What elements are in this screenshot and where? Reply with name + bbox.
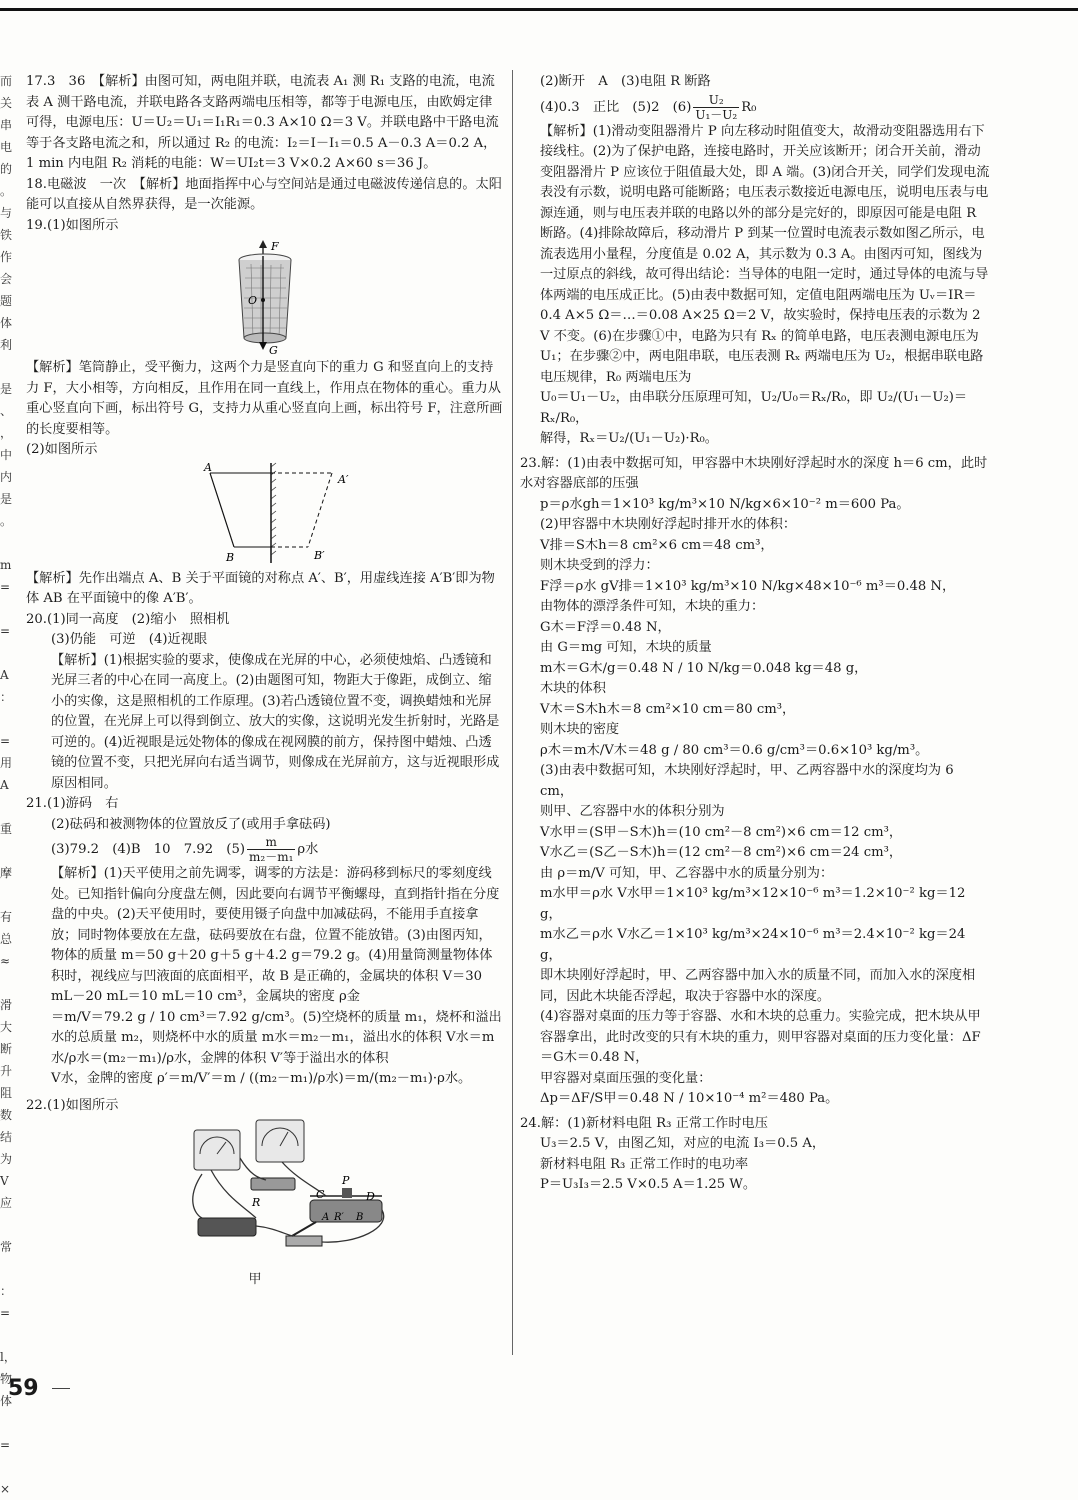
bleed-char: 串 xyxy=(0,118,13,132)
bleed-char: 总 xyxy=(0,932,13,946)
rx-fraction xyxy=(693,93,739,122)
answer-23-21: 即木块刚好浮起时，甲、乙两容器中加入水的质量不同，而加入水的深度相同，因此木块能否浮起，取决于容器中水的深度。 xyxy=(540,968,976,1004)
bleed-char: = xyxy=(0,580,11,594)
bleed-char: 为 xyxy=(0,1152,13,1166)
bleed-char xyxy=(0,972,14,994)
answer-21-analysis-2: ＝m/V＝79.2 g / 10 cm³＝7.92 g/cm³。(5)空烧杯的质量 m₁，烧杯和溢出水的总质量 m₂，则烧杯中水的质量 m水＝m₂－m₁，溢出水的体积 V水＝m水/ρ水＝(m₂－m₁)/ρ水，金牌的体积 V′等于溢出水的体积 xyxy=(51,1009,502,1066)
force-f-label: F xyxy=(271,240,279,253)
answer-23-10: 木块的体积 xyxy=(540,681,606,696)
left-column xyxy=(26,72,504,1291)
bleed-char: ， xyxy=(0,426,13,440)
terminal-d-label: D xyxy=(366,1190,375,1203)
point-a-label: A xyxy=(204,460,212,474)
answer-23-17: V水乙＝(S乙－S木)h＝(12 cm²－8 cm²)×6 cm＝24 cm³， xyxy=(540,845,903,860)
point-b-label: B xyxy=(226,550,235,564)
bleed-char: A xyxy=(0,668,9,682)
bleed-char: l， xyxy=(0,1350,16,1364)
bleed-char: 利 xyxy=(0,338,13,352)
bleed-char xyxy=(0,1456,14,1478)
bleed-char: 阻 xyxy=(0,1086,13,1100)
answer-19-analysis-2: 【解析】先作出端点 A、B 关于平面镜的对称点 A′、B′，用虚线连接 A′B′即为物体 AB 在平面镜中的像 A′B′。 xyxy=(26,570,495,606)
bleed-char xyxy=(0,884,14,906)
fraction-tail: ρ水 xyxy=(297,842,319,857)
fraction-denominator: U₁－U₂ xyxy=(695,107,738,122)
bleed-char: 电 xyxy=(0,140,13,154)
fraction-numerator: m xyxy=(247,835,295,850)
bleed-char: 物 xyxy=(0,1372,13,1386)
bleed-char: 大 xyxy=(0,1020,13,1034)
terminal-a-label: A xyxy=(322,1212,330,1223)
answer-23-9: m木＝G木/g＝0.48 N / 10 N/kg＝0.048 kg＝48 g， xyxy=(540,660,868,676)
bleed-char: × xyxy=(0,1482,11,1496)
bleed-char: V xyxy=(0,1174,9,1188)
answer-24-1: U₃＝2.5 V，由图乙知，对应的电流 I₃＝0.5 A， xyxy=(540,1136,826,1151)
bleed-char xyxy=(0,1324,14,1346)
answer-23-11: V木＝S木h木＝8 cm²×10 cm＝80 cm³， xyxy=(540,701,796,717)
answer-23-5: F浮＝ρ水 gV排＝1×10³ kg/m³×10 N/kg×48×10⁻⁶ m³＝0.48 N， xyxy=(540,578,956,594)
answer-22-3 xyxy=(520,93,990,122)
bleed-char: A xyxy=(0,778,9,792)
bleed-char: 而 xyxy=(0,74,13,88)
bleed-char xyxy=(0,642,14,664)
answer-23-15: 则甲、乙容器中水的体积分别为 xyxy=(540,804,725,819)
point-a-prime-label: A′ xyxy=(338,472,349,486)
answer-21-3 xyxy=(26,835,504,864)
answer-23-16: V水甲＝(S甲－S木)h＝(10 cm²－8 cm²)×6 cm＝12 cm³， xyxy=(540,824,903,840)
bleed-char: 有 xyxy=(0,910,13,924)
plane-mirror-diagram xyxy=(26,460,496,567)
answer-23-2: (2)甲容器中木块刚好浮起时排开水的体积： xyxy=(540,517,797,532)
answer-24-0: 24.解：(1)新材料电阻 R₃ 正常工作时电压 xyxy=(520,1115,768,1131)
bleed-char: 体 xyxy=(0,1394,13,1408)
bleed-char: ： xyxy=(0,1284,13,1298)
bleed-char: 用 xyxy=(0,756,13,770)
page-number-dash xyxy=(52,1388,70,1389)
bleed-char: = xyxy=(0,1438,11,1452)
bleed-char: 数 xyxy=(0,1108,13,1122)
answer-20-1: 20.(1)同一高度 (2)缩小 照相机 xyxy=(26,611,230,627)
pen-holder-force-diagram xyxy=(26,238,496,356)
answer-23-0: 23.解：(1)由表中数据可知，甲容器中木块刚好浮起时水的深度 h＝6 cm，此时水对容器底部的压强 xyxy=(520,455,988,491)
bleed-char: 升 xyxy=(0,1064,13,1078)
answer-21-analysis: 【解析】(1)天平使用之前先调零，调零的方法是：游码移到标尺的零刻度线处。已知指针偏向分度盘左侧，因此要向右调节平衡螺母，直到指针指在分度盘的中央。(2)天平使用时，要使用镊子向盘中加减砝码，不能用手直接拿放；同时物体要放在左盘，砝码要放在右盘，位置不能放错。(3)由图丙知，物体的质量 m＝50 g＋20 g＋5 g＋4.2 g＝79.2 g。(4)用量筒测量物体体积时，视线应与凹液面的底面相平，故 B 是正确的，金属块的体积 V＝30 mL－20 mL＝10 mL＝10 cm³，金属块的密度 ρ金 xyxy=(51,866,500,1004)
answer-23-14: (3)由表中数据可知，木块刚好浮起时，甲、乙两容器中水的深度均为 6 cm， xyxy=(540,763,954,799)
answer-22-analysis-sol: 解得，Rₓ＝U₂/(U₁－U₂)·R₀。 xyxy=(540,431,718,446)
answer-23-3: V排＝S木h＝8 cm²×6 cm＝48 cm³， xyxy=(540,537,774,553)
bleed-char: 是 xyxy=(0,492,13,506)
answer-19-2: (2)如图所示 xyxy=(26,442,98,457)
answer-23-13: ρ木＝m木/V木＝48 g / 80 cm³＝0.6 g/cm³＝0.6×10³ kg/m³。 xyxy=(540,742,929,758)
bleed-char xyxy=(0,840,14,862)
answer-21-3-text: (3)79.2 (4)B 10 7.92 (5) xyxy=(51,842,245,857)
answer-23-12: 则木块的密度 xyxy=(540,722,620,737)
figure-caption-jia: 甲 xyxy=(248,1272,262,1287)
bleed-char xyxy=(0,708,14,730)
answer-20-2: (3)仍能 可逆 (4)近视眼 xyxy=(51,632,208,647)
answer-22-1: 22.(1)如图所示 xyxy=(26,1097,119,1113)
answer-23-22: (4)容器对桌面的压力等于容器、水和木块的总重力。实验完成，把木块从甲容器拿出，此时改变的只有木块的重力，则甲容器对桌面的压力变化量：ΔF＝G木＝0.48 N， xyxy=(540,1009,981,1065)
bleed-char xyxy=(0,356,14,378)
answer-21-2: (2)砝码和被测物体的位置放反了(或用手拿砝码) xyxy=(51,816,331,832)
rheostat-r-prime-label: R′ xyxy=(334,1212,344,1223)
answer-24-2: 新材料电阻 R₃ 正常工作时的电功率 xyxy=(540,1156,749,1172)
bleed-char: = xyxy=(0,734,11,748)
bleed-char: 滑 xyxy=(0,998,13,1012)
fraction-numerator: U₂ xyxy=(693,93,739,108)
bleed-char: 断 xyxy=(0,1042,13,1056)
fraction-denominator: m₂－m₁ xyxy=(249,850,294,864)
bleed-char xyxy=(0,532,14,554)
bleed-char xyxy=(0,796,14,818)
page-number: 59 xyxy=(8,1376,39,1401)
bleed-char: 题 xyxy=(0,294,13,308)
answer-19-1: 19.(1)如图所示 xyxy=(26,217,119,233)
answer-23-8: 由 G＝mg 可知，木块的质量 xyxy=(540,640,712,655)
answer-22-2: (2)断开 A (3)电阻 R 断路 xyxy=(540,74,711,89)
answer-18: 18.电磁波 一次 【解析】地面指挥中心与空间站是通过电磁波传递信息的。太阳能可以直接从自然界获得，是一次能源。 xyxy=(26,176,502,212)
terminal-c-label: C xyxy=(316,1188,325,1201)
answer-24-3: P＝U₃I₃＝2.5 V×0.5 A＝1.25 W。 xyxy=(540,1177,757,1192)
slider-p-label: P xyxy=(342,1174,350,1187)
answer-23-18: 由 ρ＝m/V 可知，甲、乙容器中水的质量分别为： xyxy=(540,865,834,881)
circuit-photo-diagram xyxy=(26,1118,496,1268)
center-o-label: O xyxy=(248,294,258,307)
bleed-char: 应 xyxy=(0,1196,13,1210)
bleed-char: ≈ xyxy=(0,954,11,968)
bleed-char: = xyxy=(0,624,11,638)
answer-23-24: Δp＝ΔF/S甲＝0.48 N / 10×10⁻⁴ m²＝480 Pa。 xyxy=(540,1091,839,1106)
resistor-r-label: R xyxy=(252,1196,261,1209)
bleed-char xyxy=(0,1214,14,1236)
bleed-char: 是 xyxy=(0,382,13,396)
bleed-char xyxy=(0,598,14,620)
bleed-char: 关 xyxy=(0,96,13,110)
bleed-char: 。 xyxy=(0,514,13,528)
answer-23-6: 由物体的漂浮条件可知，木块的重力： xyxy=(540,599,765,614)
bleed-char xyxy=(0,1412,14,1434)
bleed-char: m xyxy=(0,558,12,572)
bleed-char: 摩 xyxy=(0,866,13,880)
column-divider xyxy=(512,70,513,1355)
bleed-char: 。 xyxy=(0,184,13,198)
bleed-char: 体 xyxy=(0,316,13,330)
bleed-char: 铁 xyxy=(0,228,13,242)
point-b-prime-label: B′ xyxy=(314,548,325,562)
bleed-char: 中 xyxy=(0,448,13,462)
top-border xyxy=(0,8,1078,11)
answer-23-4: 则木块受到的浮力： xyxy=(540,558,659,573)
answer-23-1: p＝ρ水gh＝1×10³ kg/m³×10 N/kg×6×10⁻² m＝600 Pa。 xyxy=(540,496,910,512)
answer-22-analysis-eq: U₀＝U₁－U₂，由串联分压原理可知，U₂/U₀＝Rₓ/R₀，即 U₂/(U₁－U₂)＝Rₓ/R₀， xyxy=(540,390,968,426)
gravity-g-label: G xyxy=(269,344,278,357)
answer-23-7: G木＝F浮＝0.48 N， xyxy=(540,619,671,635)
density-fraction xyxy=(247,835,295,864)
bleed-char: 与 xyxy=(0,206,13,220)
right-column xyxy=(520,72,990,1196)
bleed-char: 内 xyxy=(0,470,13,484)
answer-22-analysis: 【解析】(1)滑动变阻器滑片 P 向左移动时阻值变大，故滑动变阻器选用右下接线柱。(2)为了保护电路，连接电路时，开关应该断开；闭合开关前，滑动变阻器滑片 P 应该位于阻值最大处，即 A 端。(3)闭合开关，同学们发现电流表没有示数，说明电路可能断路；电压表示数接近电源电压，说明电压表与电源连通，则与电压表并联的电路以外的部分是完好的，即原因可能是电阻 R 断路。(4)排除故障后，移动滑片 P 到某一位置时电流表示数如图乙所示，电流表选用小量程，分度值是 0.02 A，其示数为 0.3 A。由图丙可知，图线为一过原点的斜线，故可得出结论：当导体的电阻一定时，通过导体的电流与导体两端的电压成正比。(5)由表中数据可知，定值电阻两端电压为 Uᵥ＝IR＝0.4 A×5 Ω＝…＝0.08 A×25 Ω＝2 V，故实验时，保持电压表的示数为 2 V 不变。(6)在步骤①中，电路为只有 Rₓ 的简单电路，电压表测电源电压为 U₁；在步骤②中，两电阻串联，电压表测 Rₓ 两端电压为 U₂，根据串联电路电压规律，R₀ 两端电压为 xyxy=(540,123,990,385)
bleed-char: 重 xyxy=(0,822,13,836)
answer-21-1: 21.(1)游码 右 xyxy=(26,796,119,811)
answer-17: 17.3 36 【解析】由图可知，两电阻并联，电流表 A₁ 测 R₁ 支路的电流，电流表 A 测干路电流，并联电路各支路两端电压相等，都等于电源电压，由欧姆定律可得，电源电压：U＝U₂＝U₁＝I₁R₁＝0.3 A×10 Ω＝3 V。并联电路中干路电流等于各支路电流之和，所以通过 R₂ 的电流：I₂＝I－I₁＝0.5 A－0.3 A＝0.2 A，1 min 内电阻 R₂ 消耗的电能：W＝UI₂t＝3 V×0.2 A×60 s＝36 J。 xyxy=(26,74,499,171)
answer-23-20: m水乙＝ρ水 V水乙＝1×10³ kg/m³×24×10⁻⁶ m³＝2.4×10⁻² kg＝24 g， xyxy=(540,927,966,963)
bleed-char: 、 xyxy=(0,404,13,418)
bleed-char: 的 xyxy=(0,162,13,176)
fraction-tail: R₀ xyxy=(741,99,757,115)
bleed-char: 结 xyxy=(0,1130,13,1144)
bleed-char: 作 xyxy=(0,250,13,264)
bleed-char: = xyxy=(0,1306,11,1320)
bleed-char: 会 xyxy=(0,272,13,286)
bleed-char: ： xyxy=(0,690,13,704)
answer-19-analysis-1: 【解析】笔筒静止，受平衡力，这两个力是竖直向下的重力 G 和竖直向上的支持力 F，大小相等，方向相反，且作用在同一直线上，作用点在物体的重心。重力从重心竖直向下画，标出符号 G，支持力从重心竖直向上画，标出符号 F，注意所画的长度要相等。 xyxy=(26,360,503,437)
answer-21-analysis-3: V水，金牌的密度 ρ′＝m/V′＝m / ((m₂－m₁)/ρ水)＝m/(m₂－m₁)·ρ水。 xyxy=(51,1071,472,1086)
answer-22-3-text: (4)0.3 正比 (5)2 (6) xyxy=(540,99,692,115)
bleed-char: 常 xyxy=(0,1240,13,1254)
answer-20-analysis: 【解析】(1)根据实验的要求，使像成在光屏的中心，必须使烛焰、凸透镜和光屏三者的中心在同一高度上。(2)由题图可知，物距大于像距，成倒立、缩小的实像，这是照相机的工作原理。(3)若凸透镜位置不变，调换蜡烛和光屏的位置，在光屏上可以得到倒立、放大的实像，这说明光发生折射时，光路是可逆的。(4)近视眼是远处物体的像成在视网膜的前方，保持图中蜡烛、凸透镜的位置不变，只把光屏向右适当调节，则像成在光屏前方，这与近视眼形成原因相同。 xyxy=(51,652,500,791)
terminal-b-label: B xyxy=(356,1212,364,1223)
answer-23-23: 甲容器对桌面压强的变化量： xyxy=(540,1070,712,1086)
answer-23-19: m水甲＝ρ水 V水甲＝1×10³ kg/m³×12×10⁻⁶ m³＝1.2×10⁻² kg＝12 g， xyxy=(540,886,966,922)
